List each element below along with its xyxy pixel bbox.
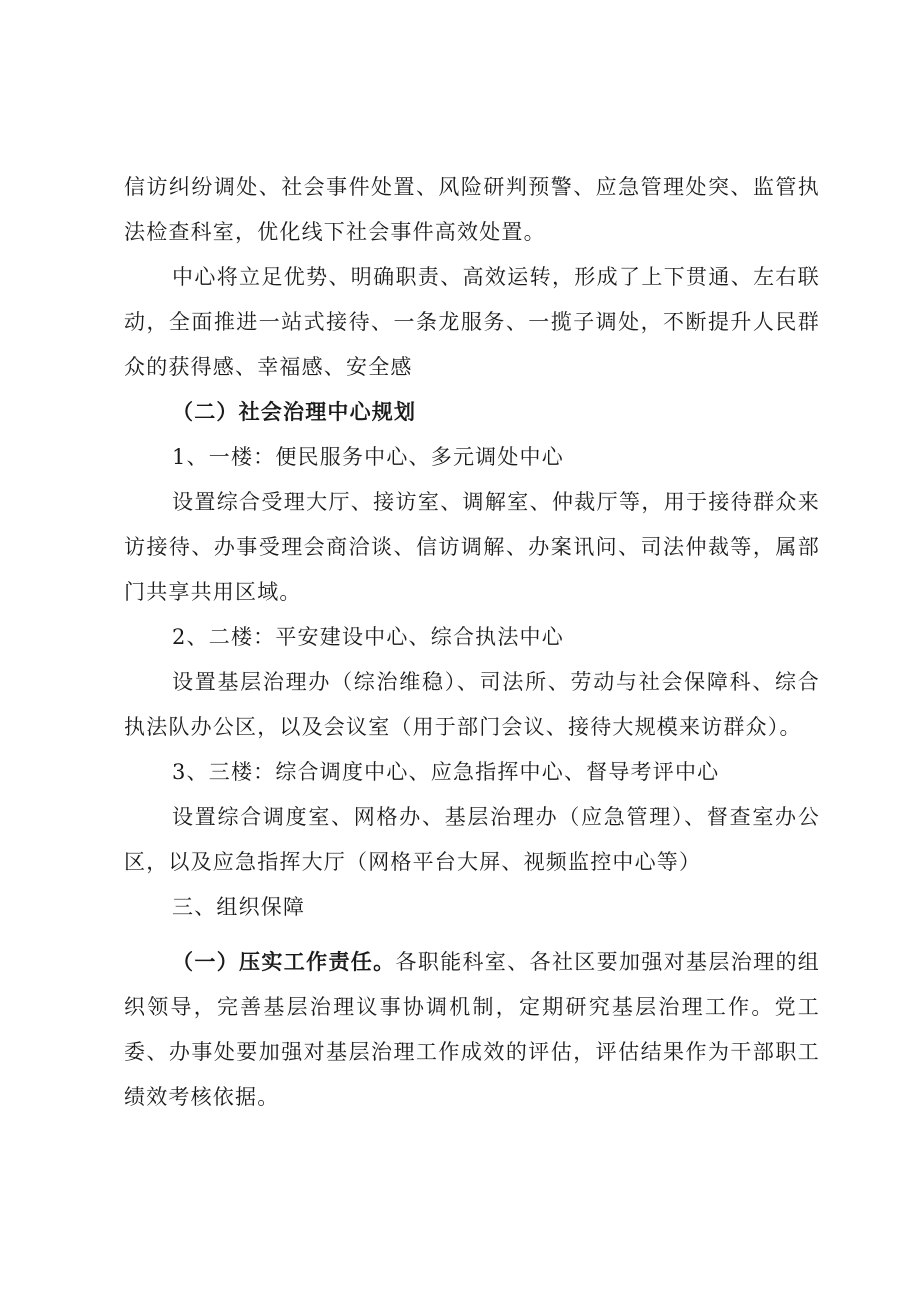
section-heading-planning: （二）社会治理中心规划 (172, 400, 417, 424)
responsibility-lead: （一）压实工作责任。 (172, 950, 396, 974)
paragraph-responsibility (124, 940, 820, 1120)
paragraph-center-goals: 中心将立足优势、明确职责、高效运转，形成了上下贯通、左右联动，全面推进一站式接待、一条龙服务、一揽子调处，不断提升人民群众的获得感、幸福感、安全感 (124, 265, 820, 379)
paragraph-continuation: 信访纠纷调处、社会事件处置、风险研判预警、应急管理处突、监管执法检查科室，优化线下社会事件高效处置。 (124, 175, 820, 244)
responsibility-text: 各职能科室、各社区要加强对基层治理的组织领导，完善基层治理议事协调机制，定期研究基层治理工作。党工委、办事处要加强对基层治理工作成效的评估，评估结果作为干部职工绩效考核依据。 (124, 950, 820, 1109)
floor3-description: 设置综合调度室、网格办、基层治理办（应急管理）、督查室办公区，以及应急指挥大厅（网格平台大屏、视频监控中心等） (124, 805, 820, 874)
floor3-title: 3、三楼：综合调度中心、应急指挥中心、督导考评中心 (172, 760, 720, 784)
floor2-description: 设置基层治理办（综治维稳）、司法所、劳动与社会保障科、综合执法队办公区，以及会议室（用于部门会议、接待大规模来访群众）。 (124, 670, 820, 739)
floor1-title: 1、一楼：便民服务中心、多元调处中心 (172, 445, 564, 469)
floor1-description: 设置综合受理大厅、接访室、调解室、仲裁厅等，用于接待群众来访接待、办事受理会商洽谈、信访调解、办案讯问、司法仲裁等，属部门共享共用区域。 (124, 490, 820, 604)
section-heading-organization: 三、组织保障 (172, 895, 306, 919)
document-page (124, 165, 820, 1120)
floor2-title: 2、二楼：平安建设中心、综合执法中心 (172, 625, 564, 649)
